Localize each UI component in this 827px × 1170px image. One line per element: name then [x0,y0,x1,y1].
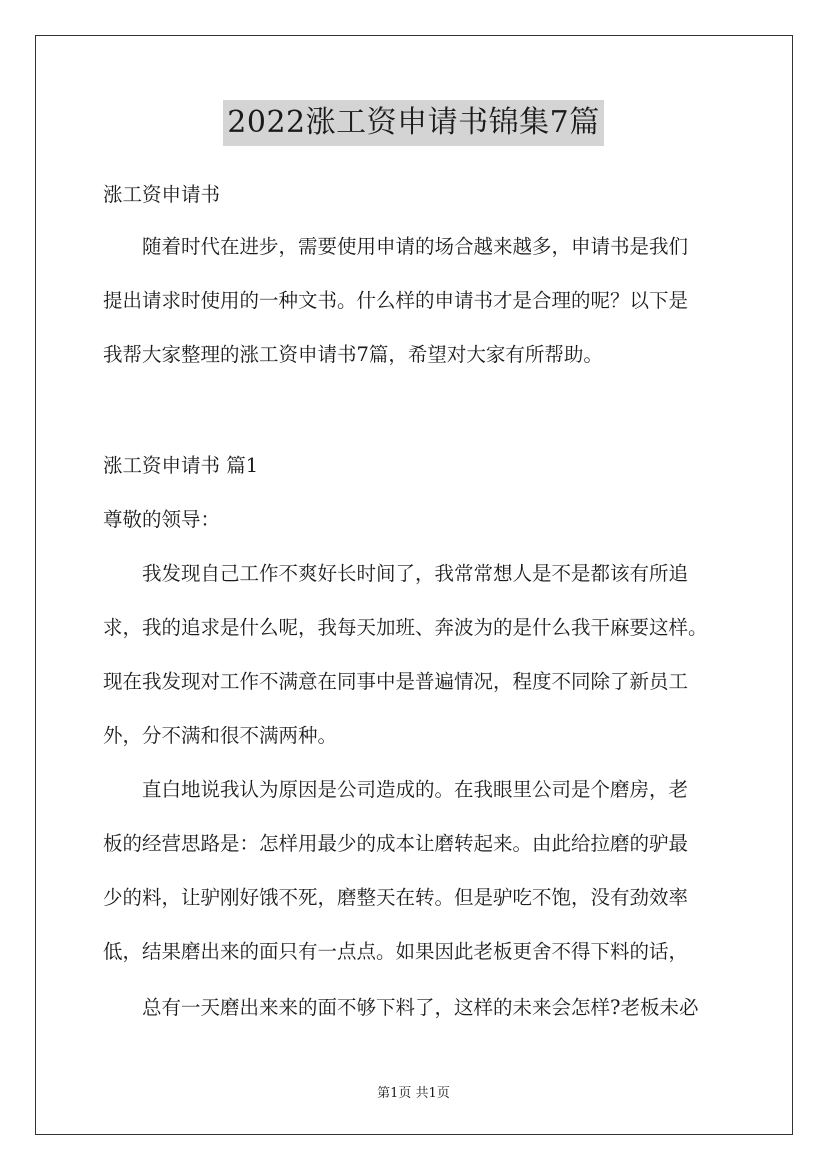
paragraph-line: 直白地说我认为原因是公司造成的。在我眼里公司是个磨房，老 [103,778,689,801]
intro-line: 提出请求时使用的一种文书。什么样的申请书才是合理的呢？以下是 [103,289,689,312]
body-paragraph-3 [103,981,725,1035]
paragraph-line: 板的经营思路是：怎样用最少的成本让磨转起来。由此给拉磨的驴最 [103,832,689,855]
paragraph-line: 我发现自己工作不爽好长时间了，我常常想人是不是都该有所追 [103,562,689,585]
salutation: 尊敬的领导： [103,508,221,531]
section-heading: 涨工资申请书 篇1 [103,454,259,477]
intro-paragraph [103,220,725,382]
paragraph-line: 少的料，让驴刚好饿不死，磨整天在转。但是驴吃不饱，没有劲效率 [103,886,689,909]
body-paragraph-2 [103,763,725,979]
intro-line: 随着时代在进步，需要使用申请的场合越来越多，申请书是我们 [103,235,689,258]
subtitle: 涨工资申请书 [103,183,221,206]
intro-line: 我帮大家整理的涨工资申请书7篇，希望对大家有所帮助。 [103,343,603,366]
paragraph-line: 总有一天磨出来来的面不够下料了，这样的未来会怎样?老板未必 [103,996,699,1019]
body-paragraph-1 [103,547,725,763]
paragraph-line: 现在我发现对工作不满意在同事中是普遍情况，程度不同除了新员工 [103,670,689,693]
paragraph-line: 低，结果磨出来的面只有一点点。如果因此老板更舍不得下料的话， [103,940,689,963]
paragraph-line: 外，分不满和很不满两种。 [103,724,338,747]
paragraph-line: 求，我的追求是什么呢，我每天加班、奔波为的是什么我干麻要这样。 [103,616,708,639]
page-footer: 第1页 共1页 [377,1086,450,1101]
document-title-wrap [0,100,827,146]
document-title: 2022涨工资申请书锦集7篇 [223,100,603,146]
